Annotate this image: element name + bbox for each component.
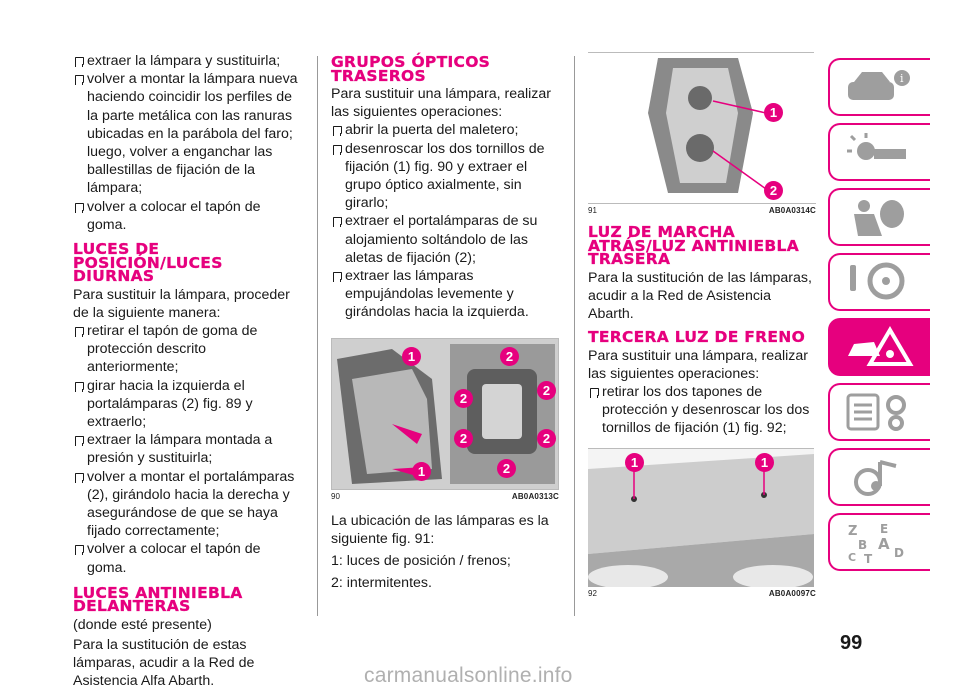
dashboard-lights-icon xyxy=(844,131,914,173)
index-letter: E xyxy=(880,522,889,536)
paragraph: (donde esté presente) xyxy=(73,616,212,633)
figure-code: AB0A0314C xyxy=(768,206,816,215)
tab-emergency[interactable] xyxy=(828,318,930,376)
list-item: volver a montar el portalámparas (2), girándolo hacia la derecha y asegurándose de que se haya fijado correctamente; xyxy=(73,468,301,541)
callout-2: 2 xyxy=(537,381,556,400)
callout-2: 2 xyxy=(454,389,473,408)
list-item: extraer la lámpara y sustituirla; xyxy=(73,52,301,70)
callout-1: 1 xyxy=(755,453,774,472)
figure-caption xyxy=(588,589,816,599)
figure-number: 92 xyxy=(588,588,597,598)
list-item: abrir la puerta del maletero; xyxy=(331,121,559,139)
chapter-tabs xyxy=(828,58,930,578)
index-letter: C xyxy=(848,551,857,563)
figure-number: 90 xyxy=(331,491,340,501)
multimedia-icon xyxy=(844,456,914,498)
tab-maintenance[interactable] xyxy=(828,383,930,441)
section-title-position-lights: LUCES DE POSICIÓN/LUCES DIURNAS xyxy=(73,240,223,286)
index-letter: T xyxy=(864,552,873,563)
figure-code: AB0A0097C xyxy=(768,588,816,598)
rear-lamp-holder-photo xyxy=(588,53,814,201)
callout-2: 2 xyxy=(537,429,556,448)
list-item: volver a montar la lámpara nueva haciendo coincidir los perfiles de la parte metálica con las ranuras ubicadas en la parábola del faro; luego, volver a enganchar las ballestillas de fijación de la lámpara; xyxy=(73,70,301,197)
list-item: extraer el portalámparas de su alojamiento soltándolo de las aletas de fijación (2); xyxy=(331,212,559,267)
paragraph: Para la sustitución de estas lámparas, acudir a la Red de Asistencia Alfa Abarth. xyxy=(73,636,255,690)
paragraph: La ubicación de las lámparas es la siguiente fig. 91: xyxy=(331,512,549,547)
list-item: extraer las lámparas empujándolas levemente y girándolas hacia la izquierda. xyxy=(331,267,559,322)
figure-92 xyxy=(588,448,814,587)
index-letter: A xyxy=(878,535,890,553)
column-divider xyxy=(317,56,318,616)
list-item: volver a colocar el tapón de goma. xyxy=(73,540,301,576)
callout-2: 2 xyxy=(500,347,519,366)
figure-91 xyxy=(588,52,814,201)
paragraph: Para la sustitución de las lámparas, acudir a la Red de Asistencia Abarth. xyxy=(588,269,812,322)
tab-multimedia[interactable] xyxy=(828,448,930,506)
tab-starting-driving[interactable] xyxy=(828,253,930,311)
column-1 xyxy=(73,52,301,691)
callout-1: 1 xyxy=(764,103,783,122)
callout-1: 1 xyxy=(402,347,421,366)
airbag-safety-icon xyxy=(844,196,914,238)
section-title-front-fog: LUCES ANTINIEBLA DELANTERAS xyxy=(73,583,243,616)
svg-text:i: i xyxy=(900,72,904,85)
car-info-icon xyxy=(844,66,914,108)
rear-light-photo xyxy=(332,339,558,489)
list-item: girar hacia la izquierda el portalámparas (2) fig. 89 y extraerlo; xyxy=(73,377,301,432)
index-letter: Z xyxy=(848,524,858,539)
tab-safety[interactable] xyxy=(828,188,930,246)
section-title-third-brake: TERCERA LUZ DE FRENO xyxy=(588,328,806,347)
index-az-icon xyxy=(844,521,914,563)
legend-item: 1: luces de posición / frenos; xyxy=(331,553,511,570)
column-divider xyxy=(574,56,575,616)
tab-dashboard[interactable] xyxy=(828,123,930,181)
tab-vehicle-knowledge[interactable] xyxy=(828,58,930,116)
index-letter: B xyxy=(858,538,868,552)
paragraph: Para sustituir una lámpara, realizar las siguientes operaciones: xyxy=(588,347,809,382)
figure-90 xyxy=(331,338,559,490)
figure-number: 91 xyxy=(588,206,597,215)
figure-code: AB0A0313C xyxy=(511,491,559,501)
legend-item: 2: intermitentes. xyxy=(331,575,432,592)
index-letter: D xyxy=(894,546,904,560)
column-3 xyxy=(588,52,816,599)
section-title-reverse-fog: LUZ DE MARCHA ATRÁS/LUZ ANTINIEBLA TRASERA xyxy=(588,223,799,268)
callout-1: 1 xyxy=(412,462,431,481)
tab-index[interactable] xyxy=(828,513,930,571)
callout-2: 2 xyxy=(764,181,783,200)
maintenance-icon xyxy=(844,391,914,433)
page-number: 99 xyxy=(840,632,863,654)
watermark: carmanualsonline.info xyxy=(364,664,573,687)
list-item: extraer la lámpara montada a presión y sustituirla; xyxy=(73,431,301,467)
list-item: retirar los dos tapones de protección y desenroscar los dos tornillos de fijación (1) fig. 92; xyxy=(588,383,816,438)
column-2 xyxy=(331,52,559,592)
third-brake-light-photo xyxy=(588,449,814,587)
figure-caption xyxy=(588,203,816,216)
section-title-rear-lights: GRUPOS ÓPTICOS TRASEROS xyxy=(331,53,491,85)
list-item: retirar el tapón de goma de protección descrito anteriormente; xyxy=(73,322,301,377)
callout-2: 2 xyxy=(454,429,473,448)
paragraph: Para sustituir la lámpara, proceder de la siguiente manera: xyxy=(73,286,290,321)
list-item: desenroscar los dos tornillos de fijación (1) fig. 90 y extraer el grupo óptico axialmente, sin girarlo; xyxy=(331,140,559,213)
callout-2: 2 xyxy=(497,459,516,478)
figure-caption xyxy=(331,492,559,502)
callout-1: 1 xyxy=(625,453,644,472)
list-item: volver a colocar el tapón de goma. xyxy=(73,198,301,234)
paragraph: Para sustituir una lámpara, realizar las siguientes operaciones: xyxy=(331,86,552,121)
emergency-warning-icon xyxy=(844,326,914,368)
steering-wheel-icon xyxy=(844,261,914,303)
